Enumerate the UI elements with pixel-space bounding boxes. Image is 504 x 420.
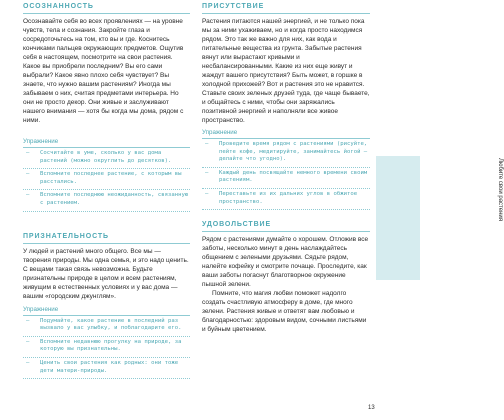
dash-icon: — — [26, 338, 30, 345]
exercise-title: Упражнение — [23, 138, 190, 148]
exercise-item: — Сосчитайте в уме, сколько у вас дома растений (можно округлить до десятков). — [23, 150, 190, 169]
exercise-item: — Подумайте, какое растение в последний раз вызвало у вас улыбку, и поблагодарите его. — [23, 318, 190, 337]
page-number: 13 — [368, 405, 375, 411]
dash-icon: — — [26, 192, 30, 199]
exercise-list — [23, 318, 190, 380]
paragraph-gratitude: У людей и растений много общего. Все мы — творения природы. Мы одна семья, и это надо ценить. С вещами такая связь невозможна. Будьте признательны природе в целом и всем растениям, живущим в естественных условиях и у вас дома — вашим «городским джунглям». — [23, 247, 189, 300]
dash-icon: — — [205, 190, 209, 197]
exercise-item: — Ценить свои растения как родных: они тоже дети матери-природы. — [23, 360, 190, 379]
paragraph-presence: Растения питаются нашей энергией, и не только пока мы за ними ухаживаем, но и когда просто находимся рядом. Это так же важно для них, как вода и питательные вещества из грунта. Забытые растения вянут или вырастают кривыми и несбалансированными. Какие из них еще живут и жаждут вашего присутствия? Быть может, в горшке в холодной прихожей? Вот и растения это не нравится. Ставьте своих зеленых друзей туда, где чаще бываете, и общайтесь с ними, чтобы они заряжались позитивной энергией и наполняли все живое пространство. — [202, 18, 370, 124]
dash-icon: — — [205, 169, 209, 176]
dash-icon: — — [26, 317, 30, 324]
chapter-side-tab-label: Любите свои растения — [497, 158, 503, 221]
section-title-presence: ПРИСУТСТВИЕ — [202, 2, 370, 14]
dash-icon: — — [205, 141, 209, 147]
exercise-title: Упражнение — [23, 306, 190, 316]
section-title-mindfulness: ОСОЗНАННОСТЬ — [23, 2, 190, 14]
right-column — [202, 2, 370, 334]
dash-icon: — — [26, 150, 30, 156]
section-title-gratitude: ПРИЗНАТЕЛЬНОСТЬ — [23, 232, 190, 244]
dash-icon: — — [26, 171, 30, 178]
exercise-item: — Вспомните последнюю неожиданность, связанную с растением. — [23, 192, 190, 211]
exercise-list — [23, 150, 190, 212]
exercise-list — [202, 141, 370, 210]
exercise-item: — Вспомните недавнюю прогулку на природе, за которую вы признательны. — [23, 339, 190, 358]
paragraph-pleasure-1: Рядом с растениями думайте о хорошем. Отложив все заботы, несколько минут в день наслаждайтесь общением с зелеными друзьями. Сядьте рядом, налейте кофейку и смотрите почаще. Проследите, как ваши заботы погаснут благотворное окружение пышной зелени. — [202, 236, 369, 289]
paragraph-pleasure-2: Помните, что магия любви поможет надолго создать счастливую атмосферу в доме, где много зелени. Растения живые и ответят вам любовью и благодарностью: здоровым видом, сочными листьями и буйным цветением. — [202, 290, 367, 334]
section-title-pleasure: УДОВОЛЬСТВИЕ — [202, 220, 370, 232]
left-column — [23, 2, 190, 381]
exercise-item: — Вспомните последнее растение, с которым вы расстались. — [23, 171, 190, 190]
dash-icon: — — [26, 359, 30, 366]
exercise-item: — Проведите время рядом с растениями (рисуйте, пейте кофе, медитируйте, занимайтесь йогой — делайте что угодно). — [202, 141, 370, 168]
exercise-item: — Переставьте из их дальних углов в обжитое пространство. — [202, 191, 370, 210]
exercise-title: Упражнение — [202, 129, 370, 139]
exercise-item: — Каждый день посвящайте немного времени своим растениям. — [202, 170, 370, 189]
paragraph-mindfulness: Осознавайте себя во всех проявлениях — на уровне чувств, тела и сознания. Закройте глаза и сосредоточьтесь на том, кто вы и где. Коснитесь кончиками пальцев окружающих предметов. Ощутив себя в настоящем, посмотрите на свои растения. Какое вы приобрели последним? Вы его сами выбрали? Какое явно плохо себя чувствует? Вы знаете, что нужно вашим растениям? Иногда мы забываем о них, считая предметами интерьера. Но они не просто декор. Они живые и заслуживают нашего внимания — хотя бы когда мы дома, рядом с ними. — [23, 18, 184, 124]
